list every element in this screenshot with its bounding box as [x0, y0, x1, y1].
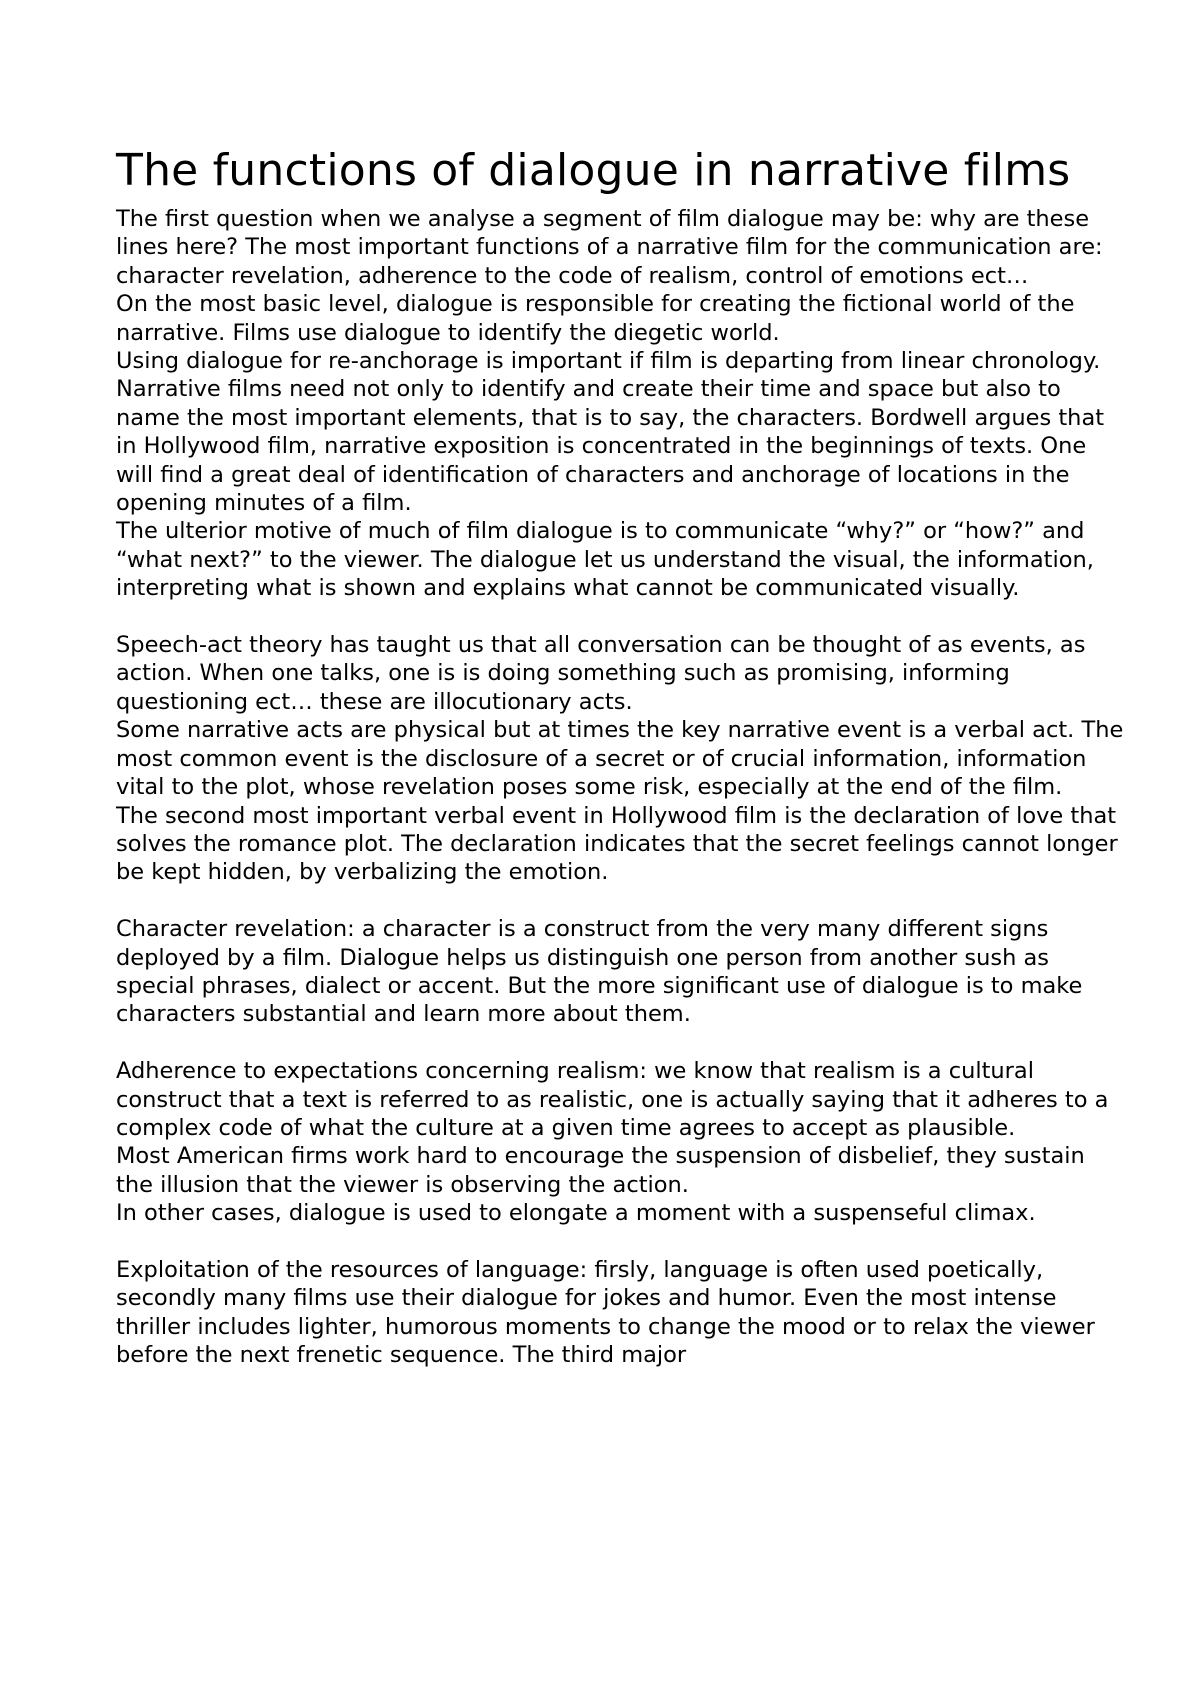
paragraph-ulterior-motive: The ulterior motive of much of film dialogue is to communicate “why?” or “how?” and “what next?” to the viewer. The dialogue let us understand the visual, the information, interpreting what is shown and explains what cannot be communicated visually.: [116, 518, 1094, 602]
paragraph-spacer: [116, 1029, 1126, 1057]
paragraph-character-revelation: Character revelation: a character is a construct from the very many different signs deployed by a film. Dialogue helps us distinguish one person from another sush as special phrases, dialect or accent. But the more significant use of dialogue is to make characters substantial and learn more about them.: [116, 916, 1083, 1028]
paragraph-re-anchorage: Using dialogue for re-anchorage is important if film is departing from linear chronology.: [116, 348, 1101, 375]
paragraph-declaration-of-love: The second most important verbal event in Hollywood film is the declaration of love that solves the romance plot. The declaration indicates that the secret feelings cannot longer be kept hidden, by verbalizing the emotion.: [116, 802, 1118, 886]
paragraph-spacer: [116, 603, 1126, 631]
document-title: The functions of dialogue in narrative films: [116, 145, 1071, 196]
paragraph-spacer: [116, 887, 1126, 915]
paragraph-speech-act: Speech-act theory has taught us that all conversation can be thought of as events, as action. When one talks, one is is doing something such as promising, informing questioning ect… these are illocutionary acts.: [116, 632, 1086, 715]
paragraph-suspension-of-disbelief: Most American firms work hard to encourage the suspension of disbelief, they sustain the illusion that the viewer is observing the action.: [116, 1143, 1085, 1198]
paragraph-spacer: [116, 1228, 1126, 1256]
paragraph-intro: The first question when we analyse a segment of film dialogue may be: why are these lines here? The most important functions of a narrative film for the communication are: character revelation, adherence to the code of realism, control of emotions ect…: [116, 206, 1103, 289]
paragraph-suspense: In other cases, dialogue is used to elongate a moment with a suspenseful climax.: [116, 1200, 1036, 1227]
paragraph-naming-characters: Narrative films need not only to identify and create their time and space but also to name the most important elements, that is to say, the characters. Bordwell argues that in Hollywood film, narrative exposition is concentrated in the beginnings of texts. One will find a great deal of identification of characters and anchorage of locations in the opening minutes of a film.: [116, 376, 1105, 517]
paragraph-fictional-world: On the most basic level, dialogue is responsible for creating the fictional world of the narrative. Films use dialogue to identify the diegetic world.: [116, 291, 1075, 346]
paragraph-language-resources: Exploitation of the resources of language: firsly, language is often used poetically, secondly many films use their dialogue for jokes and humor. Even the most intense thriller includes lighter, humorous moments to change the mood or to relax the viewer before the next frenetic sequence. The third major: [116, 1256, 1095, 1369]
document-content: [116, 143, 1126, 1370]
document-body: [116, 205, 1126, 1370]
paragraph-realism: Adherence to expectations concerning realism: we know that realism is a cultural construct that a text is referred to as realistic, one is actually saying that it adheres to a complex code of what the culture at a given time agrees to accept as plausible.: [116, 1058, 1109, 1141]
paragraph-verbal-act: Some narrative acts are physical but at times the key narrative event is a verbal act. The most common event is the disclosure of a secret or of crucial information, information vital to the plot, whose revelation poses some risk, especially at the end of the film.: [116, 717, 1124, 801]
